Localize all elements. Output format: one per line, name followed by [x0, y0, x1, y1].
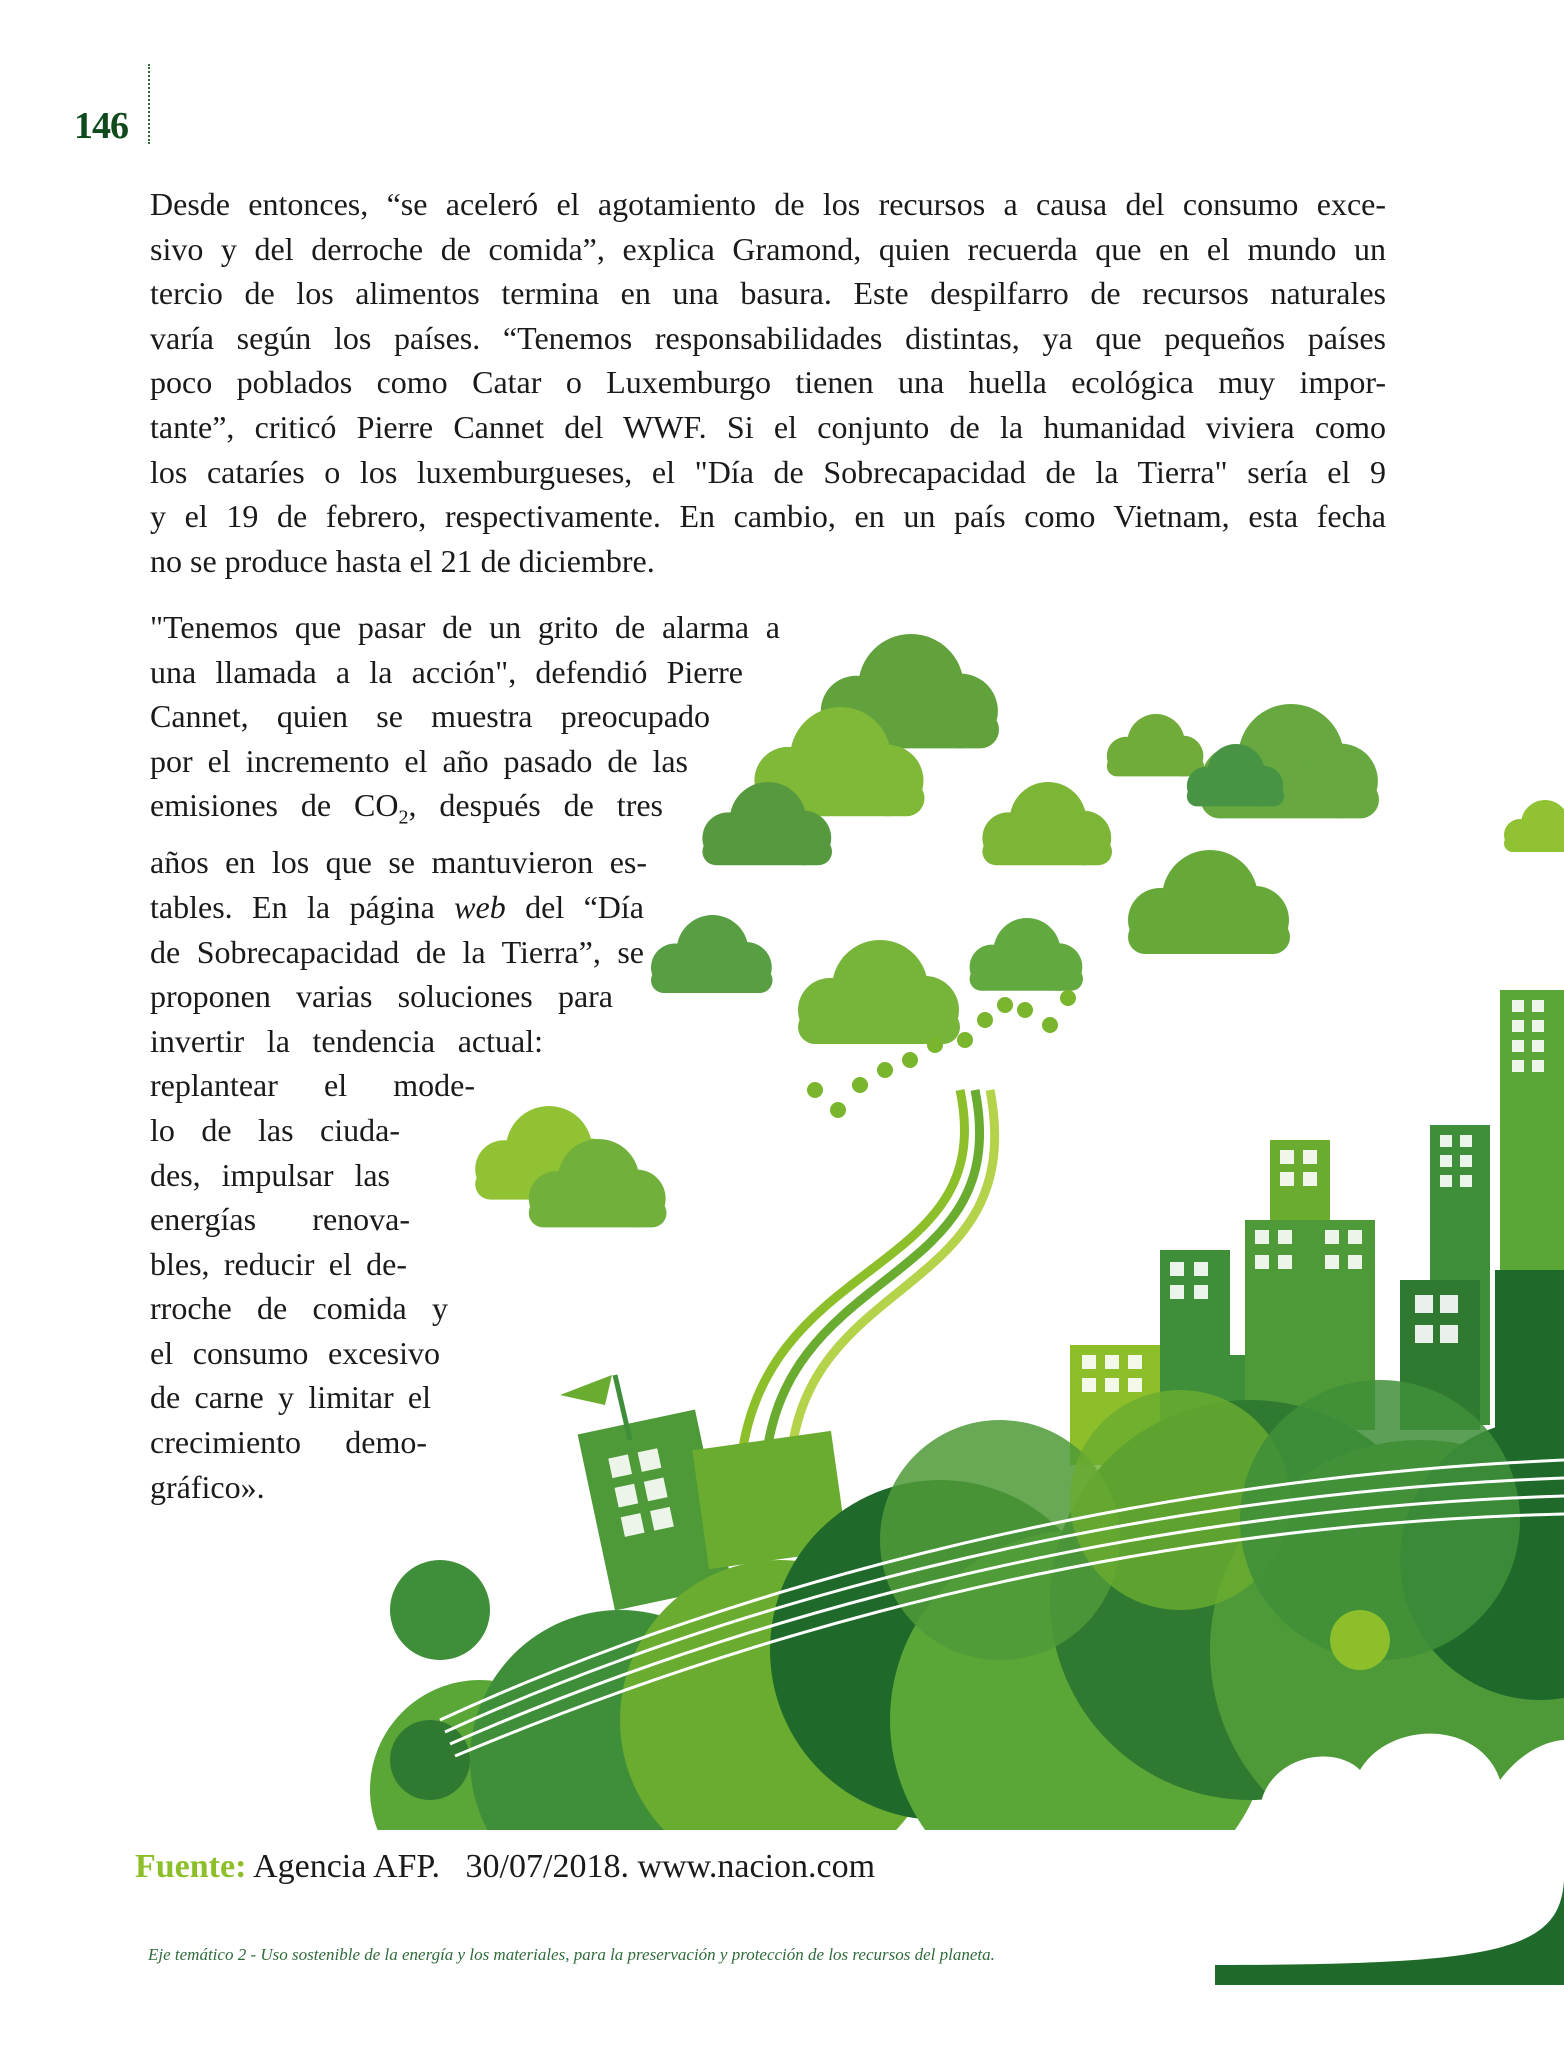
- text-segment-italic: web: [454, 888, 506, 925]
- text-line: [150, 783, 663, 840]
- text-line: crecimiento demo-: [150, 1424, 427, 1461]
- subscript: 2: [398, 806, 409, 829]
- corner-swoosh: [1215, 1880, 1564, 1985]
- text-line: sivo y del derroche de comida”, explica Gramond, quien recuerda que en el mundo un: [150, 230, 1386, 267]
- source-citation: [135, 1848, 875, 1886]
- text-line: Cannet, quien se muestra preocupado: [150, 698, 710, 735]
- text-line: Desde entonces, “se aceleró el agotamiento de los recursos a causa del consumo exce-: [150, 186, 1386, 222]
- text-segment: emisiones de CO: [150, 787, 399, 824]
- text-line: tante”, criticó Pierre Cannet del WWF. Si el conjunto de la humanidad viviera como: [150, 408, 1386, 445]
- text-line: el consumo excesivo: [150, 1334, 440, 1371]
- text-line: varía según los países. “Tenemos responsabilidades distintas, ya que pequeños países: [150, 319, 1386, 356]
- text-line: energías renova-: [150, 1201, 410, 1238]
- text-line: los cataríes o los luxemburgueses, el "Día de Sobrecapacidad de la Tierra" sería el 9: [150, 453, 1386, 490]
- source-label: Fuente:: [135, 1848, 247, 1885]
- text-segment: tables. En la página: [150, 888, 455, 925]
- text-line: años en los que se mantuvieron es-: [150, 844, 647, 881]
- text-line: proponen varias soluciones para: [150, 978, 613, 1015]
- source-text: Agencia AFP. 30/07/2018. www.nacion.com: [246, 1848, 876, 1885]
- text-line: des, impulsar las: [150, 1156, 390, 1193]
- text-line: replantear el mode-: [150, 1067, 475, 1104]
- text-line: no se produce hasta el 21 de diciembre.: [150, 542, 655, 579]
- text-line: de carne y limitar el: [150, 1379, 431, 1416]
- text-line: de Sobrecapacidad de la Tierra”, se: [150, 933, 644, 970]
- text-line: poco poblados como Catar o Luxemburgo tienen una huella ecológica muy impor-: [150, 364, 1386, 401]
- text-segment: del “Día: [505, 888, 645, 925]
- text-line: lo de las ciuda-: [150, 1111, 400, 1148]
- text-segment: , después de tres: [408, 787, 664, 824]
- page-number: 146: [74, 105, 128, 147]
- paragraph-2: [150, 605, 780, 1509]
- text-line: rroche de comida y: [150, 1290, 448, 1327]
- text-line: bles, reducir el de-: [150, 1245, 407, 1282]
- text-line: por el incremento el año pasado de las: [150, 742, 688, 779]
- text-line: invertir la tendencia actual:: [150, 1022, 543, 1059]
- text-line: una llamada a la acción", defendió Pierre: [150, 653, 743, 690]
- page-footer: Eje temático 2 - Uso sostenible de la energía y los materiales, para la preservación y protección de los recursos del planeta.: [148, 1945, 995, 1964]
- text-line: tercio de los alimentos termina en una basura. Este despilfarro de recursos naturales: [150, 275, 1386, 312]
- paragraph-1: [150, 182, 1386, 583]
- text-line: "Tenemos que pasar de un grito de alarma a: [150, 609, 780, 645]
- text-line: gráfico».: [150, 1468, 265, 1505]
- text-line: y el 19 de febrero, respectivamente. En cambio, en un país como Vietnam, esta fecha: [150, 498, 1386, 535]
- text-line: [150, 885, 644, 930]
